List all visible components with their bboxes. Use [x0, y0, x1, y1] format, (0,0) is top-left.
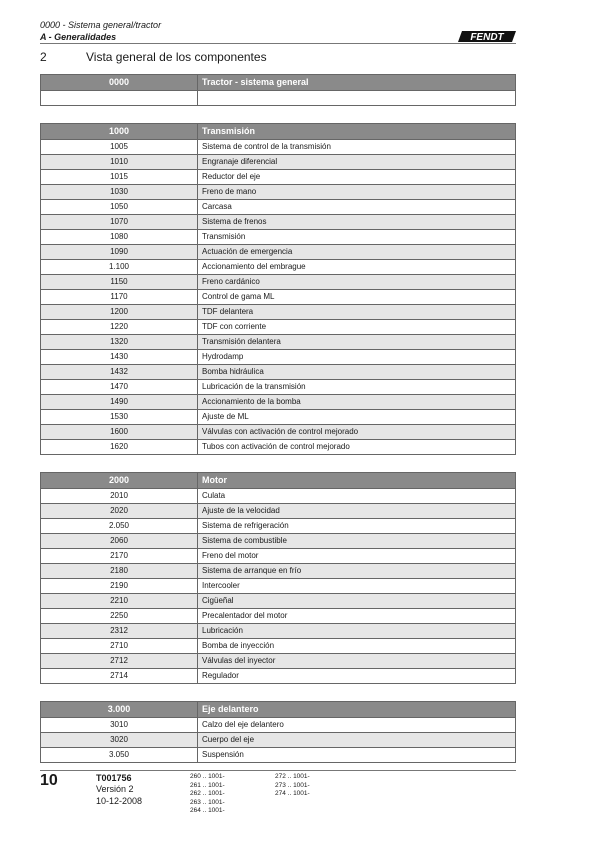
component-name: Válvulas del inyector [198, 654, 516, 669]
footer-rule [40, 770, 516, 771]
table-row [41, 440, 516, 455]
document-date: 10-12-2008 [96, 796, 143, 806]
section-title: Vista general de los componentes [86, 50, 267, 64]
table-row [41, 519, 516, 534]
table-row [41, 669, 516, 684]
serial-range: 264 .. 1001- [190, 807, 225, 815]
component-name: Regulador [198, 669, 516, 684]
table-row [41, 215, 516, 230]
table-row [41, 639, 516, 654]
group-code: 1000 [41, 124, 198, 140]
component-code: 2312 [41, 624, 198, 639]
empty-row [41, 91, 516, 106]
component-code: 2250 [41, 609, 198, 624]
component-name: Tubos con activación de control mejorado [198, 440, 516, 455]
component-name: Sistema de control de la transmisión [198, 140, 516, 155]
table-row [41, 380, 516, 395]
component-code: 1070 [41, 215, 198, 230]
component-name: Bomba de inyección [198, 639, 516, 654]
fendt-logo [458, 30, 516, 43]
component-name: Carcasa [198, 200, 516, 215]
group-header [41, 124, 516, 140]
serial-range: 260 .. 1001- [190, 773, 225, 780]
component-code: 1010 [41, 155, 198, 170]
document-version: Versión 2 [96, 784, 134, 794]
group-name: Eje delantero [198, 702, 516, 718]
group-header [41, 75, 516, 91]
group-table-3.000 [40, 701, 516, 763]
component-code: 1170 [41, 290, 198, 305]
table-row [41, 594, 516, 609]
serial-range: 263 .. 1001- [190, 798, 225, 806]
component-code: 3020 [41, 733, 198, 748]
component-name: Suspensión [198, 748, 516, 763]
component-code: 2.050 [41, 519, 198, 534]
component-name: Sistema de combustible [198, 534, 516, 549]
component-name: Actuación de emergencia [198, 245, 516, 260]
table-row [41, 534, 516, 549]
table-row [41, 170, 516, 185]
component-code: 1490 [41, 395, 198, 410]
table-row [41, 748, 516, 763]
component-code: 1620 [41, 440, 198, 455]
table-row [41, 140, 516, 155]
section-number: 2 [40, 50, 47, 64]
table-row [41, 200, 516, 215]
component-code: 2712 [41, 654, 198, 669]
component-name: Sistema de arranque en frío [198, 564, 516, 579]
component-code: 2020 [41, 504, 198, 519]
serial-range: 261 .. 1001- [190, 781, 225, 789]
component-name: Calzo del eje delantero [198, 718, 516, 733]
group-table-2000 [40, 472, 516, 684]
serial-range: 272 .. 1001- [275, 773, 310, 780]
group-name: Tractor - sistema general [198, 75, 516, 91]
component-name: Lubricación de la transmisión [198, 380, 516, 395]
component-code: 2170 [41, 549, 198, 564]
component-code: 1470 [41, 380, 198, 395]
table-row [41, 489, 516, 504]
component-name: Ajuste de ML [198, 410, 516, 425]
group-name: Motor [198, 473, 516, 489]
table-row [41, 609, 516, 624]
component-name: Hydrodamp [198, 350, 516, 365]
table-row [41, 275, 516, 290]
component-code: 1150 [41, 275, 198, 290]
table-row [41, 425, 516, 440]
table-row [41, 290, 516, 305]
table-row [41, 350, 516, 365]
table-row [41, 245, 516, 260]
component-name: Precalentador del motor [198, 609, 516, 624]
header-subchapter: A - Generalidades [40, 32, 117, 42]
component-name: TDF con corriente [198, 320, 516, 335]
page-number: 10 [40, 772, 58, 789]
table-row [41, 579, 516, 594]
component-code: 1320 [41, 335, 198, 350]
header-chapter: 0000 - Sistema general/tractor [40, 20, 162, 30]
component-name: Accionamiento de la bomba [198, 395, 516, 410]
table-row [41, 365, 516, 380]
component-code: 2714 [41, 669, 198, 684]
serial-range: 262 .. 1001- [190, 790, 225, 798]
table-row [41, 718, 516, 733]
group-header [41, 702, 516, 718]
component-name: Transmisión [198, 230, 516, 245]
component-name: Cuerpo del eje [198, 733, 516, 748]
component-code: 2180 [41, 564, 198, 579]
component-code: 1430 [41, 350, 198, 365]
component-code: 3010 [41, 718, 198, 733]
group-code: 2000 [41, 473, 198, 489]
component-code: 2010 [41, 489, 198, 504]
component-code: 1432 [41, 365, 198, 380]
group-table-1000 [40, 123, 516, 455]
component-code: 1600 [41, 425, 198, 440]
component-name: Cigüeñal [198, 594, 516, 609]
header-rule [40, 43, 516, 44]
component-code: 2710 [41, 639, 198, 654]
component-code: 1090 [41, 245, 198, 260]
component-name: Freno cardánico [198, 275, 516, 290]
component-name: Lubricación [198, 624, 516, 639]
table-row [41, 654, 516, 669]
component-name: Reductor del eje [198, 170, 516, 185]
component-code: 3.050 [41, 748, 198, 763]
component-name: Freno de mano [198, 185, 516, 200]
table-row [41, 260, 516, 275]
table-row [41, 155, 516, 170]
component-code: 1050 [41, 200, 198, 215]
serial-range: 273 .. 1001- [275, 781, 310, 789]
table-row [41, 564, 516, 579]
component-code: 1220 [41, 320, 198, 335]
component-code: 1.100 [41, 260, 198, 275]
table-row [41, 410, 516, 425]
group-code: 0000 [41, 75, 198, 91]
group-table-0000 [40, 74, 516, 106]
component-code: 1530 [41, 410, 198, 425]
component-code: 1200 [41, 305, 198, 320]
component-name: Válvulas con activación de control mejorado [198, 425, 516, 440]
component-name: Sistema de refrigeración [198, 519, 516, 534]
component-name: Engranaje diferencial [198, 155, 516, 170]
table-row [41, 504, 516, 519]
component-code: 2190 [41, 579, 198, 594]
serials-col1 [190, 773, 225, 816]
component-code: 1015 [41, 170, 198, 185]
table-row [41, 395, 516, 410]
table-row [41, 733, 516, 748]
group-header [41, 473, 516, 489]
table-row [41, 185, 516, 200]
serial-range: 274 .. 1001- [275, 790, 310, 798]
group-code: 3.000 [41, 702, 198, 718]
component-name: Control de gama ML [198, 290, 516, 305]
component-name: Ajuste de la velocidad [198, 504, 516, 519]
component-name: Accionamiento del embrague [198, 260, 516, 275]
document-id: T001756 [96, 773, 132, 783]
table-row [41, 305, 516, 320]
table-row [41, 230, 516, 245]
component-name: Transmisión delantera [198, 335, 516, 350]
group-name: Transmisión [198, 124, 516, 140]
component-code: 1030 [41, 185, 198, 200]
component-code: 2060 [41, 534, 198, 549]
component-name: Sistema de frenos [198, 215, 516, 230]
serials-col2 [275, 773, 310, 799]
component-name: Freno del motor [198, 549, 516, 564]
logo-text: FENDT [470, 32, 504, 43]
table-row [41, 335, 516, 350]
component-name: Culata [198, 489, 516, 504]
table-row [41, 624, 516, 639]
table-row [41, 549, 516, 564]
component-name: Bomba hidráulica [198, 365, 516, 380]
component-code: 2210 [41, 594, 198, 609]
component-code: 1080 [41, 230, 198, 245]
component-name: Intercooler [198, 579, 516, 594]
table-row [41, 320, 516, 335]
component-name: TDF delantera [198, 305, 516, 320]
component-code: 1005 [41, 140, 198, 155]
